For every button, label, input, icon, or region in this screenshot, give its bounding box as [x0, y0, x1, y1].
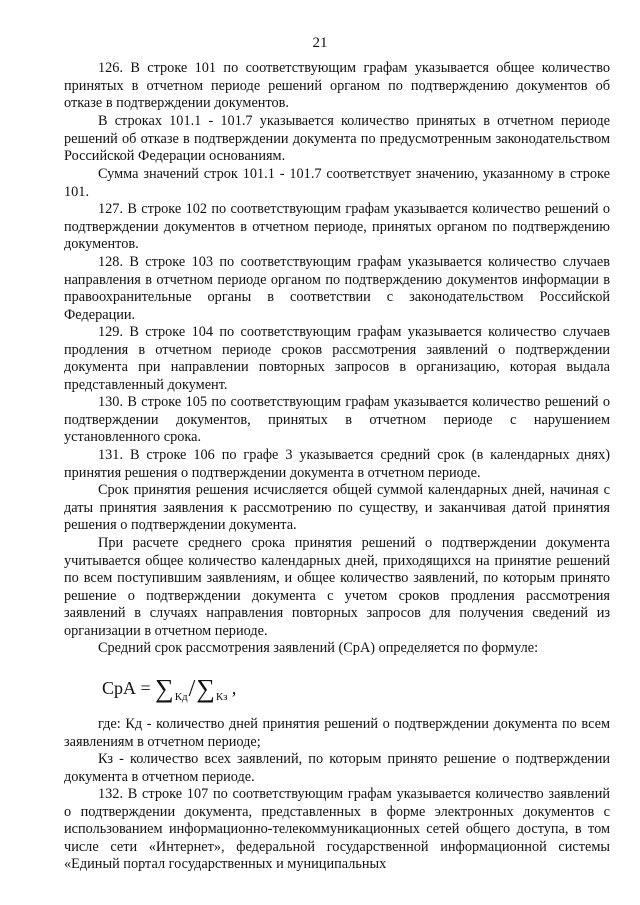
sigma-symbol-denominator: ∑ [196, 674, 215, 703]
formula-slash: / [188, 676, 196, 702]
page-number: 21 [312, 35, 328, 51]
paragraph-130: 130. В строке 105 по соответствующим графам указывается количество решений о подтверждении документов, принятых в отчетном периоде с нарушением установленного срока. [64, 394, 610, 446]
average-term-formula [102, 668, 236, 708]
paragraph-kd-definition: где: Кд - количество дней принятия решений о подтверждении документа по всем заявлениям в отчетном периоде; [64, 716, 610, 750]
formula-numerator-sub: Кд [174, 691, 188, 703]
paragraph-average-term: При расчете среднего срока принятия решений о подтверждении документа учитывается общее количество календарных дней, приходящихся на принятие решений по всем поступившим заявлениям, и общее количество заявлений, по которым принято решение о подтверждении документа с учетом сроков продления рассмотрения заявлений в случаях направления повторных запросов для получения сведений из организации в отчетном периоде. [64, 535, 610, 639]
paragraph-kz-definition: Кз - количество всех заявлений, по которым принято решение о подтверждении документа в отчетном периоде. [64, 751, 610, 785]
formula-trailing: , [231, 678, 237, 698]
paragraph-132: 132. В строке 107 по соответствующим графам указывается количество заявлений о подтверждении документа, представленных в форме электронных документов с использованием информационно-телекоммуникационных сетей общего доступа, в том числе сети «Интернет», федеральной государственной информационной системы «Единый портал государственных и муниципальных [64, 786, 610, 873]
paragraph-129: 129. В строке 104 по соответствующим графам указывается количество случаев продления в отчетном периоде сроков рассмотрения заявлений о подтверждении документа при направлении повторных запросов в организацию, которая выдала представленный документ. [64, 324, 610, 393]
paragraph-128: 128. В строке 103 по соответствующим графам указывается количество случаев направления в отчетном периоде органом по подтверждению документов информации в правоохранительные органы в соответствии с законодательством Российской Федерации. [64, 254, 610, 323]
paragraph-term-calculation: Срок принятия решения исчисляется общей суммой календарных дней, начиная с даты принятия заявления к рассмотрению по существу, и заканчивая датой принятия решения о подтверждении документа. [64, 482, 610, 534]
sigma-symbol-numerator: ∑ [155, 674, 174, 703]
paragraph-formula-intro: Средний срок рассмотрения заявлений (СрА) определяется по формуле: [98, 640, 539, 656]
paragraph-101-detail: В строках 101.1 - 101.7 указывается количество принятых в отчетном периоде решений об отказе в подтверждении документа по предусмотренным законодательством Российской Федерации основаниям. [64, 113, 610, 165]
paragraph-127: 127. В строке 102 по соответствующим графам указывается количество решений о подтверждении документов в отчетном периоде, принятых органом по подтверждению документов. [64, 201, 610, 253]
formula-lhs: СрА [102, 678, 137, 698]
paragraph-126: 126. В строке 101 по соответствующим графам указывается общее количество принятых в отчетном периоде решений органом по подтверждению документов об отказе в подтверждении документов. [64, 60, 610, 112]
formula-denominator-sub: Кз [215, 691, 228, 703]
formula-equals: = [140, 678, 151, 698]
paragraph-sum-check: Сумма значений строк 101.1 - 101.7 соответствует значению, указанному в строке 101. [64, 166, 610, 200]
paragraph-131: 131. В строке 106 по графе 3 указывается средний срок (в календарных днях) принятия решения о подтверждении документа в отчетном периоде. [64, 447, 610, 481]
